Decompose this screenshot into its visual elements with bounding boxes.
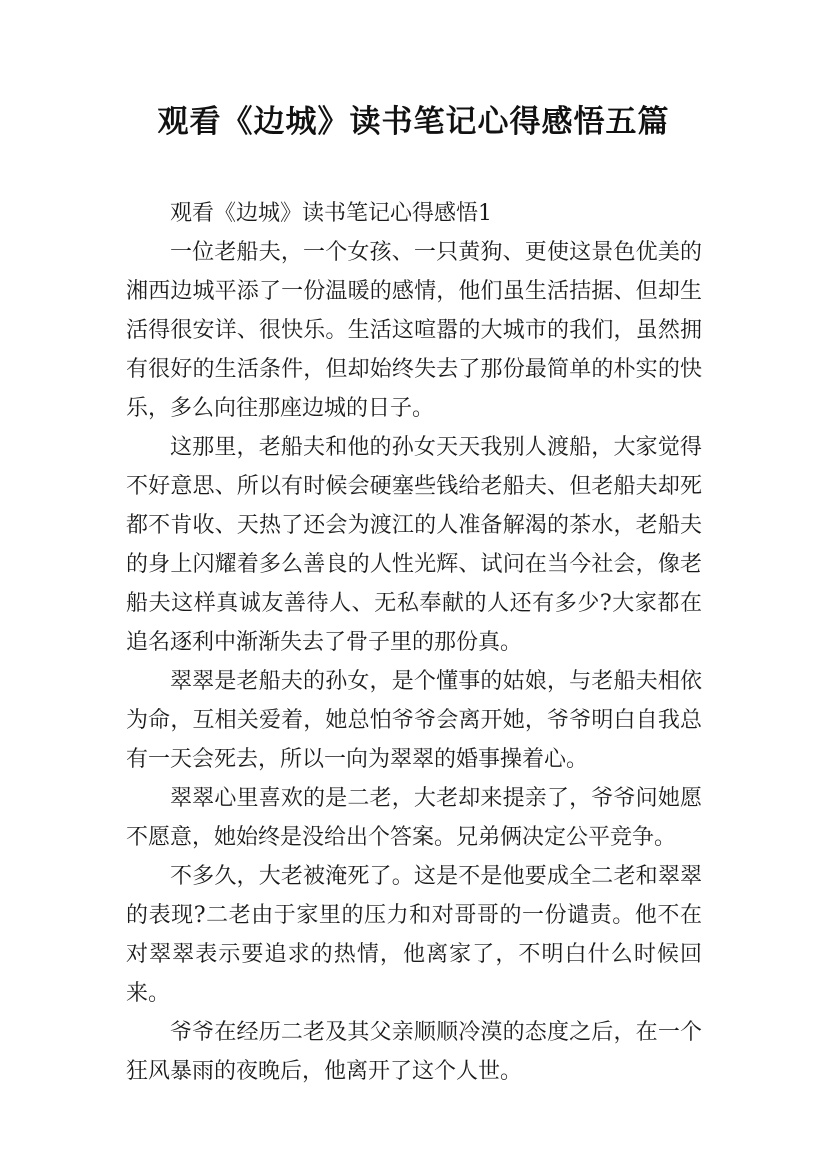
document-body [126,194,702,1091]
paragraph: 不多久，大老被淹死了。这是不是他要成全二老和翠翠的表现?二老由于家里的压力和对哥哥的一份谴责。他不在对翠翠表示要追求的热情，他离家了，不明白什么时候回来。 [126,864,702,1006]
section-heading: 观看《边城》读书笔记心得感悟1 [170,201,492,226]
paragraph: 爷爷在经历二老及其父亲顺顺冷漠的态度之后，在一个狂风暴雨的夜晚后，他离开了这个人世。 [126,1020,702,1084]
document-title: 观看《边城》读书笔记心得感悟五篇 [157,104,670,140]
paragraph: 一位老船夫，一个女孩、一只黄狗、更使这景色优美的湘西边城平添了一份温暖的感情，他们虽生活拮据、但却生活得很安详、很快乐。生活这喧嚣的大城市的我们，虽然拥有很好的生活条件，但却始终失去了那份最简单的朴实的快乐，多么向往那座边城的日子。 [126,240,702,421]
paragraph: 这那里，老船夫和他的孙女天天我别人渡船，大家觉得不好意思、所以有时候会硬塞些钱给老船夫、但老船夫却死都不肯收、天热了还会为渡江的人准备解渴的茶水，老船夫的身上闪耀着多么善良的人性光辉、试问在当今社会，像老船夫这样真诚友善待人、无私奉献的人还有多少?大家都在追名逐利中渐渐失去了骨子里的那份真。 [126,435,702,655]
paragraph: 翠翠心里喜欢的是二老，大老却来提亲了，爷爷问她愿不愿意，她始终是没给出个答案。兄弟俩决定公平竞争。 [126,786,702,850]
paragraph: 翠翠是老船夫的孙女，是个懂事的姑娘，与老船夫相依为命，互相关爱着，她总怕爷爷会离开她，爷爷明白自我总有一天会死去，所以一向为翠翠的婚事操着心。 [126,669,702,772]
